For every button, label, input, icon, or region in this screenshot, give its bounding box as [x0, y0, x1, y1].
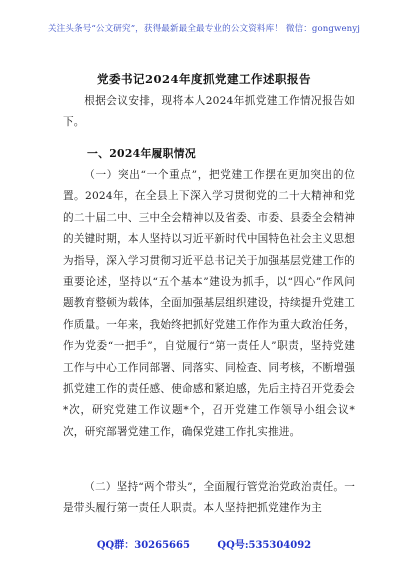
body-paragraph-1: （一）突出“一个重点”，把党建工作摆在更加突出的位置。2024年，在全县上下深入学习贯彻党的二十大精神和党的二十届二中、三中全会精神以及省委、市委、县委全会精神的关键时期，本人坚持以习近平新时代中国特色社会主义思想为指导，深入学习贯彻习近平总书记关于加强基层党建工作的重要论述，坚持以“五个基本”建设为抓手，以“四心”作风问题教育整顿为载体，全面加强基层组织建设，持续提升党建工作质量。一年来，我始终把抓好党建工作作为重大政治任务，作为党委“一把手”，自觉履行“第一责任人”职责，坚持党建工作与中心工作同部署、同落实、同检查、同考核，不断增强抓党建工作的责任感、使命感和紧迫感，先后主持召开党委会*次，研究党建工作议题*个，召开党建工作领导小组会议*次，研究部署党建工作，确保党建工作扎实推进。 [63, 169, 355, 438]
footer-qq-group: QQ群：30265665 [96, 540, 190, 551]
footer-qq-number: QQ号:535304092 [217, 540, 312, 551]
footer-contact [0, 536, 408, 551]
intro-paragraph: 根据会议安排，现将本人2024年抓党建工作情况报告如下。 [63, 95, 355, 129]
document-title: 党委书记2024年度抓党建工作述职报告 [96, 72, 311, 86]
body-paragraph-2: （二）坚持“两个带头”，全面履行管党治党政治责任。一是带头履行第一责任人职责。本人坚持把抓党建作为主 [63, 481, 355, 515]
header-banner [0, 22, 408, 34]
header-promo-text: 关注头条号“公文研究”，获得最新最全最专业的公文资料库！ [47, 24, 283, 34]
section-heading-1: 一、2024年履职情况 [87, 147, 196, 160]
header-wechat-text: 微信：gongwenyj [285, 24, 361, 34]
